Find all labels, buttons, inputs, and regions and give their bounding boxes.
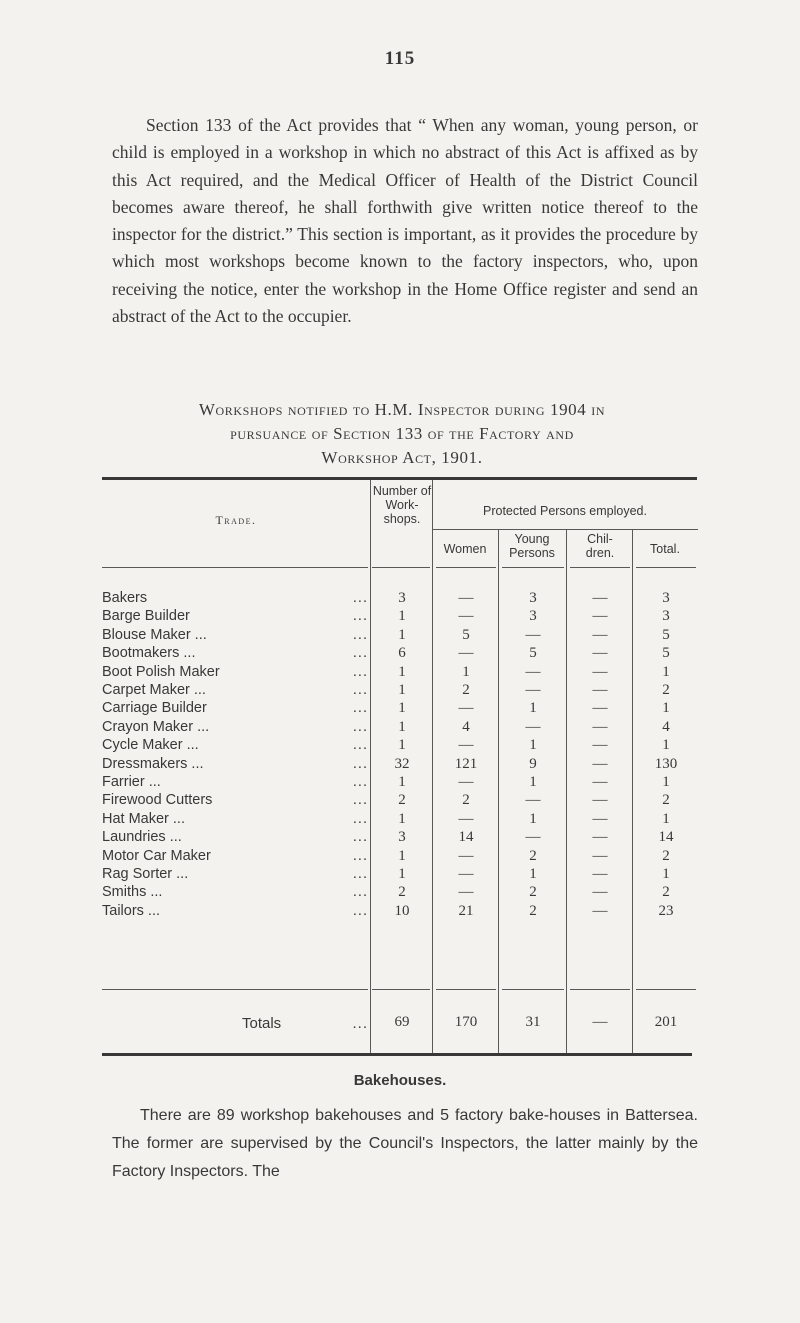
cell-trade bbox=[102, 884, 368, 900]
cell-workshops: 1 bbox=[398, 847, 406, 864]
cell-young-persons: 3 bbox=[529, 608, 537, 625]
cell-women: — bbox=[458, 774, 474, 790]
header-subdivider bbox=[432, 529, 698, 530]
cell-children: — bbox=[592, 700, 608, 717]
totals-rule bbox=[436, 989, 496, 990]
cell-total: 1 bbox=[662, 737, 670, 754]
cell-trade bbox=[102, 719, 368, 735]
header-young-persons: Young Persons bbox=[509, 532, 555, 560]
table-title-line: Workshops notified to H.M. Inspector during 1904 in bbox=[198, 400, 606, 419]
table-row bbox=[0, 719, 800, 737]
totals-rule bbox=[570, 989, 630, 990]
trade-name: Carriage Builder bbox=[102, 700, 207, 717]
table-row bbox=[0, 700, 800, 718]
totals-rule bbox=[372, 989, 430, 990]
leader-dots: ... bbox=[352, 866, 368, 882]
trade-name: Bakers bbox=[102, 590, 148, 606]
trade-name: Boot Polish Maker bbox=[102, 663, 220, 680]
trade-name: Smiths ... bbox=[102, 884, 163, 901]
cell-workshops: 1 bbox=[398, 608, 406, 625]
cell-total: 5 bbox=[662, 645, 670, 662]
header-women: Women bbox=[443, 542, 487, 556]
cell-young-persons: 2 bbox=[529, 902, 537, 919]
closing-paragraph: There are 89 workshop bakehouses and 5 factory bake-houses in Battersea. The former are supervised by the Council's Inspectors, the latter mainly by the Factory Inspectors. The bbox=[112, 1107, 698, 1180]
cell-children: — bbox=[592, 737, 608, 754]
cell-women: — bbox=[458, 847, 474, 864]
cell-total: 2 bbox=[662, 847, 670, 864]
cell-trade bbox=[102, 756, 368, 772]
table-title-line: Workshop Act, 1901. bbox=[321, 448, 483, 467]
cell-women: 5 bbox=[462, 626, 470, 643]
cell-women: — bbox=[458, 866, 474, 882]
cell-trade bbox=[102, 811, 368, 827]
cell-children: — bbox=[592, 774, 608, 790]
trade-name: Tailors ... bbox=[102, 902, 161, 919]
trade-name: Bootmakers ... bbox=[102, 645, 196, 662]
cell-total: 2 bbox=[662, 792, 670, 809]
header-underline bbox=[502, 567, 564, 568]
cell-women: 4 bbox=[462, 718, 470, 735]
totals-young-persons: 31 bbox=[525, 1014, 541, 1030]
cell-young-persons: 1 bbox=[529, 737, 537, 754]
cell-trade bbox=[102, 700, 368, 716]
cell-children: — bbox=[592, 884, 608, 901]
cell-trade bbox=[102, 866, 368, 882]
cell-total: 3 bbox=[662, 590, 670, 606]
cell-young-persons: 9 bbox=[529, 755, 537, 772]
cell-workshops: 1 bbox=[398, 810, 406, 827]
cell-women: — bbox=[458, 884, 474, 901]
cell-young-persons: 3 bbox=[529, 590, 537, 606]
cell-young-persons: — bbox=[525, 626, 541, 643]
cell-trade bbox=[102, 774, 368, 790]
cell-young-persons: 5 bbox=[529, 645, 537, 662]
cell-children: — bbox=[592, 902, 608, 919]
cell-children: — bbox=[592, 755, 608, 772]
cell-children: — bbox=[592, 608, 608, 625]
cell-total: 1 bbox=[662, 663, 670, 680]
table-row bbox=[0, 645, 800, 663]
cell-total: 2 bbox=[662, 682, 670, 698]
cell-children: — bbox=[592, 590, 608, 606]
table-title bbox=[102, 398, 702, 470]
header-children: Chil- dren. bbox=[585, 532, 615, 560]
cell-children: — bbox=[592, 829, 608, 846]
trade-name: Laundries ... bbox=[102, 829, 182, 846]
trade-name: Motor Car Maker bbox=[102, 847, 211, 864]
cell-young-persons: — bbox=[525, 718, 541, 735]
table-row bbox=[0, 829, 800, 847]
trade-name: Carpet Maker ... bbox=[102, 682, 206, 698]
cell-women: — bbox=[458, 700, 474, 717]
cell-children: — bbox=[592, 645, 608, 662]
leader-dots: ... bbox=[352, 626, 368, 643]
leader-dots: ... bbox=[352, 902, 368, 919]
leader-dots: ... bbox=[352, 847, 368, 864]
totals-total: 201 bbox=[654, 1014, 678, 1030]
table-row bbox=[0, 608, 800, 626]
cell-trade bbox=[102, 903, 368, 919]
cell-total: 2 bbox=[662, 884, 670, 901]
table-row bbox=[0, 811, 800, 829]
table-top-rule bbox=[102, 477, 697, 480]
cell-young-persons: — bbox=[525, 792, 541, 809]
cell-total: 23 bbox=[658, 902, 674, 919]
cell-young-persons: 2 bbox=[529, 847, 537, 864]
trade-name: Firewood Cutters bbox=[102, 792, 213, 809]
table-row bbox=[0, 848, 800, 866]
cell-women: — bbox=[458, 590, 474, 606]
totals-rule bbox=[502, 989, 564, 990]
cell-women: — bbox=[458, 645, 474, 662]
cell-young-persons: 1 bbox=[529, 810, 537, 827]
cell-children: — bbox=[592, 718, 608, 735]
cell-women: 2 bbox=[462, 792, 470, 809]
leader-dots: ... bbox=[352, 829, 368, 846]
cell-workshops: 6 bbox=[398, 645, 406, 662]
totals-children: — bbox=[592, 1014, 608, 1030]
cell-children: — bbox=[592, 810, 608, 827]
cell-workshops: 32 bbox=[394, 755, 410, 772]
totals-women: 170 bbox=[454, 1014, 478, 1030]
totals-label: Totals bbox=[242, 1015, 282, 1032]
header-workshops: Number of Work- shops. bbox=[372, 484, 432, 526]
cell-workshops: 1 bbox=[398, 626, 406, 643]
cell-children: — bbox=[592, 663, 608, 680]
header-underline bbox=[570, 567, 630, 568]
leader-dots: ... bbox=[352, 774, 368, 790]
cell-women: 1 bbox=[462, 663, 470, 680]
trade-name: Blouse Maker ... bbox=[102, 626, 207, 643]
leader-dots: ... bbox=[352, 645, 368, 662]
cell-workshops: 10 bbox=[394, 902, 410, 919]
cell-workshops: 2 bbox=[398, 792, 406, 809]
cell-workshops: 1 bbox=[398, 774, 406, 790]
leader-dots: ... bbox=[352, 682, 368, 698]
page-number: 115 bbox=[384, 48, 416, 69]
cell-workshops: 1 bbox=[398, 718, 406, 735]
cell-women: 121 bbox=[454, 755, 478, 772]
table-row bbox=[0, 590, 800, 608]
cell-total: 1 bbox=[662, 700, 670, 717]
cell-trade bbox=[102, 792, 368, 808]
trade-name: Dressmakers ... bbox=[102, 755, 204, 772]
leader-dots: ... bbox=[352, 1015, 368, 1032]
cell-total: 1 bbox=[662, 774, 670, 790]
totals-workshops: 69 bbox=[394, 1014, 410, 1030]
cell-total: 14 bbox=[658, 829, 674, 846]
cell-women: 14 bbox=[458, 829, 474, 846]
cell-workshops: 1 bbox=[398, 737, 406, 754]
cell-trade bbox=[102, 608, 368, 624]
cell-total: 1 bbox=[662, 866, 670, 882]
leader-dots: ... bbox=[352, 700, 368, 717]
cell-children: — bbox=[592, 792, 608, 809]
trade-name: Hat Maker ... bbox=[102, 810, 185, 827]
table-row bbox=[0, 627, 800, 645]
cell-total: 1 bbox=[662, 810, 670, 827]
table-row bbox=[0, 884, 800, 902]
cell-young-persons: — bbox=[525, 663, 541, 680]
totals-rule bbox=[102, 989, 368, 990]
header-total: Total. bbox=[650, 542, 680, 556]
cell-young-persons: 1 bbox=[529, 774, 537, 790]
cell-total: 4 bbox=[662, 718, 670, 735]
header-underline bbox=[636, 567, 696, 568]
intro-paragraph: Section 133 of the Act provides that “ When any woman, young person, or child is employed in a workshop in which no abstract of this Act is affixed as by this Act required, and the Medical Officer of Health of the District Council becomes aware thereof, he shall forthwith give written notice thereof to the inspector for the district.” This section is important, as it provides the procedure by which most workshops become known to the factory inspectors, who, upon receiving the notice, enter the workshop in the Home Office register and send an abstract of the Act to the occupier. bbox=[112, 115, 698, 327]
header-protected-persons: Protected Persons employed. bbox=[483, 504, 647, 518]
table-row bbox=[0, 774, 800, 792]
cell-trade bbox=[102, 627, 368, 643]
leader-dots: ... bbox=[352, 884, 368, 901]
cell-trade bbox=[102, 848, 368, 864]
totals-rule bbox=[636, 989, 696, 990]
cell-women: 21 bbox=[458, 902, 474, 919]
cell-young-persons: 1 bbox=[529, 866, 537, 882]
header-underline bbox=[372, 567, 430, 568]
table-row bbox=[0, 664, 800, 682]
leader-dots: ... bbox=[352, 718, 368, 735]
trade-name: Cycle Maker ... bbox=[102, 737, 199, 754]
table-row bbox=[0, 792, 800, 810]
cell-workshops: 3 bbox=[398, 590, 406, 606]
table-row bbox=[0, 682, 800, 700]
table-bottom-rule bbox=[102, 1053, 692, 1056]
cell-trade bbox=[102, 590, 368, 606]
leader-dots: ... bbox=[352, 810, 368, 827]
leader-dots: ... bbox=[352, 755, 368, 772]
cell-young-persons: 1 bbox=[529, 700, 537, 717]
cell-young-persons: — bbox=[525, 829, 541, 846]
cell-workshops: 1 bbox=[398, 700, 406, 717]
cell-workshops: 1 bbox=[398, 866, 406, 882]
header-trade: Trade. bbox=[215, 513, 257, 527]
header-underline bbox=[102, 567, 368, 568]
leader-dots: ... bbox=[352, 792, 368, 809]
cell-workshops: 2 bbox=[398, 884, 406, 901]
leader-dots: ... bbox=[352, 608, 368, 625]
cell-trade bbox=[102, 645, 368, 661]
trade-name: Farrier ... bbox=[102, 774, 161, 790]
cell-women: 2 bbox=[462, 682, 470, 698]
cell-workshops: 3 bbox=[398, 829, 406, 846]
trade-name: Crayon Maker ... bbox=[102, 718, 210, 735]
cell-workshops: 1 bbox=[398, 682, 406, 698]
cell-children: — bbox=[592, 866, 608, 882]
table-row bbox=[0, 737, 800, 755]
cell-children: — bbox=[592, 847, 608, 864]
cell-young-persons: — bbox=[525, 682, 541, 698]
trade-name: Rag Sorter ... bbox=[102, 866, 189, 882]
cell-workshops: 1 bbox=[398, 663, 406, 680]
table-row bbox=[0, 866, 800, 884]
header-underline bbox=[436, 567, 496, 568]
cell-children: — bbox=[592, 626, 608, 643]
cell-trade bbox=[102, 682, 368, 698]
table-title-line: pursuance of Section 133 of the Factory and bbox=[230, 424, 574, 443]
cell-total: 5 bbox=[662, 626, 670, 643]
trade-name: Barge Builder bbox=[102, 608, 190, 625]
cell-trade bbox=[102, 829, 368, 845]
cell-trade bbox=[102, 664, 368, 680]
cell-total: 3 bbox=[662, 608, 670, 625]
cell-trade bbox=[102, 737, 368, 753]
leader-dots: ... bbox=[352, 663, 368, 680]
table-row bbox=[0, 756, 800, 774]
cell-total: 130 bbox=[654, 755, 678, 772]
cell-young-persons: 2 bbox=[529, 884, 537, 901]
leader-dots: ... bbox=[352, 590, 368, 606]
cell-women: — bbox=[458, 737, 474, 754]
cell-women: — bbox=[458, 608, 474, 625]
cell-women: — bbox=[458, 810, 474, 827]
leader-dots: ... bbox=[352, 737, 368, 754]
section-heading: Bakehouses. bbox=[353, 1072, 447, 1089]
table-row bbox=[0, 903, 800, 921]
cell-children: — bbox=[592, 682, 608, 698]
